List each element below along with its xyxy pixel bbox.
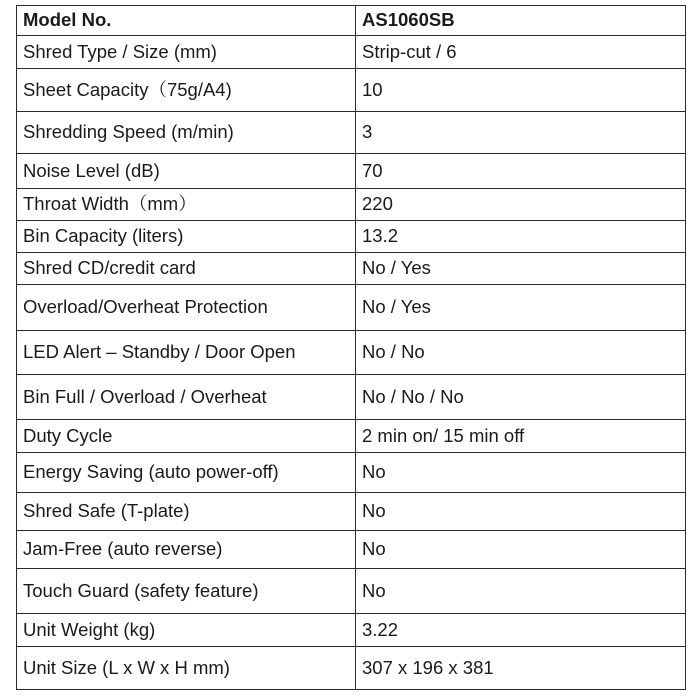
table-row [17,375,686,420]
row-label: Bin Full / Overload / Overheat [17,375,356,420]
row-label: Shred Safe (T-plate) [17,493,356,531]
row-label: Throat Width（mm） [17,189,356,221]
row-label: Sheet Capacity（75g/A4) [17,69,356,112]
row-label: Noise Level (dB) [17,154,356,189]
row-label: Touch Guard (safety feature) [17,569,356,614]
table-row [17,493,686,531]
table-row [17,569,686,614]
row-value: No / No [356,331,686,375]
table-row [17,221,686,253]
row-value: No [356,453,686,493]
row-label: Shred Type / Size (mm) [17,36,356,69]
table-row [17,253,686,285]
row-label: Jam-Free (auto reverse) [17,531,356,569]
table-row [17,154,686,189]
row-value: Strip-cut / 6 [356,36,686,69]
table-row [17,647,686,690]
row-label: Energy Saving (auto power-off) [17,453,356,493]
table-header-row [17,6,686,36]
row-label: Bin Capacity (liters) [17,221,356,253]
header-label-cell: Model No. [17,6,356,36]
row-value: 70 [356,154,686,189]
table-row [17,189,686,221]
row-label: Unit Size (L x W x H mm) [17,647,356,690]
row-value: 10 [356,69,686,112]
row-value: No / Yes [356,285,686,331]
table-row [17,36,686,69]
row-value: No / Yes [356,253,686,285]
table-row [17,420,686,453]
spec-table [16,5,686,690]
row-value: No / No / No [356,375,686,420]
row-value: No [356,569,686,614]
table-row [17,69,686,112]
row-value: 2 min on/ 15 min off [356,420,686,453]
row-label: Overload/Overheat Protection [17,285,356,331]
row-label: Unit Weight (kg) [17,614,356,647]
table-row [17,285,686,331]
row-label: Shredding Speed (m/min) [17,112,356,154]
row-value: 307 x 196 x 381 [356,647,686,690]
row-value: No [356,531,686,569]
row-value: 3 [356,112,686,154]
row-value: 13.2 [356,221,686,253]
row-label: Duty Cycle [17,420,356,453]
table-row [17,614,686,647]
table-row [17,531,686,569]
row-value: No [356,493,686,531]
row-label: Shred CD/credit card [17,253,356,285]
row-label: LED Alert – Standby / Door Open [17,331,356,375]
row-value: 220 [356,189,686,221]
table-row [17,331,686,375]
header-value-cell: AS1060SB [356,6,686,36]
row-value: 3.22 [356,614,686,647]
table-row [17,112,686,154]
table-row [17,453,686,493]
